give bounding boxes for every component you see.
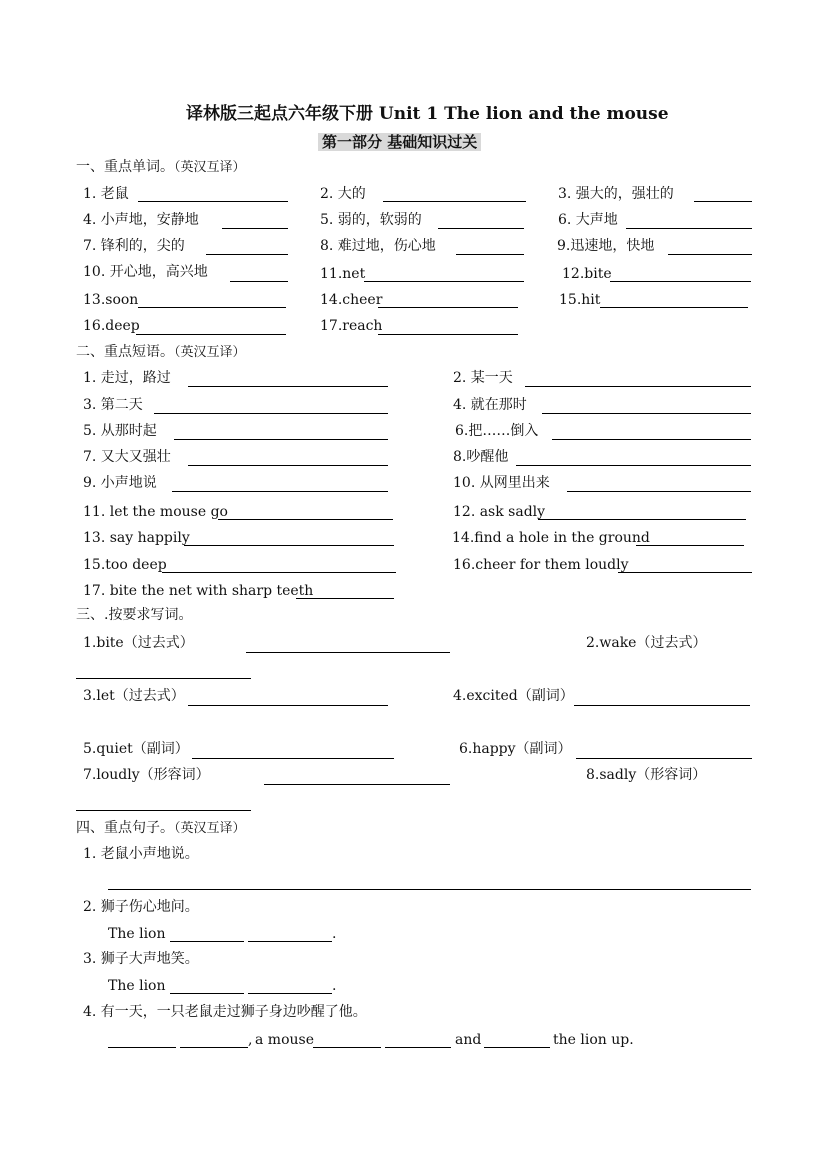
s4-item-2: 2. 狮子伤心地问。	[83, 899, 199, 915]
s4-answer-1[interactable]	[108, 889, 751, 890]
s2-answer-4[interactable]	[542, 413, 751, 414]
section2-heading	[76, 344, 246, 361]
s2-answer-11[interactable]	[218, 519, 393, 520]
s4-answer-2a[interactable]	[170, 941, 244, 942]
s1-answer-1[interactable]	[138, 201, 288, 202]
s1-answer-12[interactable]	[610, 281, 751, 282]
section1-heading	[76, 159, 246, 176]
s1-item-13: 13.soon	[83, 292, 139, 308]
s3-item-2: 2.wake（过去式）	[586, 635, 707, 651]
s2-answer-1[interactable]	[188, 386, 388, 387]
s4-a-mouse: a mouse	[255, 1032, 314, 1048]
s3-item-4: 4.excited（副词）	[453, 688, 574, 704]
section1-heading-text: 一、重点单词。	[76, 159, 174, 175]
s1-answer-5[interactable]	[438, 228, 524, 229]
s3-answer-6[interactable]	[576, 758, 752, 759]
s3-answer-2[interactable]	[76, 678, 251, 679]
s4-answer-4b[interactable]	[180, 1047, 248, 1048]
s4-and: and	[455, 1032, 482, 1048]
s2-item-2: 2. 某一天	[453, 370, 513, 386]
s1-answer-10[interactable]	[230, 281, 288, 282]
s1-answer-3[interactable]	[694, 201, 752, 202]
s2-answer-7[interactable]	[188, 465, 388, 466]
s2-answer-14[interactable]	[636, 545, 744, 546]
s4-answer-3a[interactable]	[170, 993, 244, 994]
s2-item-3: 3. 第二天	[83, 397, 143, 413]
s1-answer-11[interactable]	[364, 281, 524, 282]
s1-item-4: 4. 小声地，安静地	[83, 212, 199, 228]
s2-item-12: 12. ask sadly	[453, 504, 546, 520]
s2-answer-15[interactable]	[162, 572, 396, 573]
s3-answer-4[interactable]	[574, 705, 750, 706]
s1-item-6: 6. 大声地	[558, 212, 618, 228]
s2-answer-5[interactable]	[174, 439, 388, 440]
section4-heading-text: 四、重点句子。	[76, 820, 174, 836]
s4-the-lion-up: the lion up.	[553, 1032, 634, 1048]
s1-item-11: 11.net	[320, 266, 366, 282]
s2-item-15: 15.too deep	[83, 557, 167, 573]
s1-item-1: 1. 老鼠	[83, 186, 129, 202]
s1-answer-17[interactable]	[378, 334, 518, 335]
s3-answer-3[interactable]	[188, 705, 388, 706]
section1-note: （英汉互译）	[174, 160, 246, 175]
section2-heading-text: 二、重点短语。	[76, 344, 174, 360]
page-title: 译林版三起点六年级下册 Unit 1 The lion and the mouse	[186, 104, 669, 124]
s1-item-5: 5. 弱的，软弱的	[320, 212, 422, 228]
s1-item-9: 9.迅速地，快地	[557, 238, 655, 254]
s1-item-3: 3. 强大的，强壮的	[558, 186, 674, 202]
s3-answer-1[interactable]	[246, 652, 450, 653]
s3-answer-7[interactable]	[264, 784, 450, 785]
s1-item-7: 7. 锋利的，尖的	[83, 238, 185, 254]
s1-answer-8[interactable]	[456, 254, 524, 255]
section4-heading	[76, 820, 246, 837]
s3-item-6: 6.happy（副词）	[459, 741, 572, 757]
s2-item-14: 14.find a hole in the ground	[452, 530, 650, 546]
s3-item-5: 5.quiet（副词）	[83, 741, 189, 757]
s1-item-8: 8. 难过地，伤心地	[320, 238, 436, 254]
s1-answer-9[interactable]	[668, 254, 752, 255]
s2-answer-8[interactable]	[516, 465, 751, 466]
s1-item-17: 17.reach	[320, 318, 383, 334]
s1-answer-15[interactable]	[600, 307, 748, 308]
s4-item-1: 1. 老鼠小声地说。	[83, 846, 199, 862]
s3-answer-5[interactable]	[192, 758, 394, 759]
s1-item-14: 14.cheer	[320, 292, 383, 308]
s2-item-6: 6.把……倒入	[455, 423, 539, 439]
s2-answer-3[interactable]	[154, 413, 388, 414]
s1-answer-4[interactable]	[222, 228, 288, 229]
s1-item-16: 16.deep	[83, 318, 140, 334]
s1-answer-14[interactable]	[378, 307, 518, 308]
s1-item-10: 10. 开心地，高兴地	[83, 264, 208, 280]
s4-answer-4c[interactable]	[313, 1047, 381, 1048]
s2-item-4: 4. 就在那时	[453, 397, 527, 413]
s4-answer-3b[interactable]	[248, 993, 332, 994]
s2-answer-12[interactable]	[538, 519, 746, 520]
s4-answer-4a[interactable]	[108, 1047, 176, 1048]
s2-answer-6[interactable]	[552, 439, 751, 440]
s4-dot-3: .	[332, 978, 337, 994]
s4-dot-2: .	[332, 926, 337, 942]
s1-item-2: 2. 大的	[320, 186, 366, 202]
page-subtitle: 第一部分 基础知识过关	[318, 133, 481, 151]
s1-item-15: 15.hit	[559, 292, 601, 308]
s3-answer-8[interactable]	[76, 810, 251, 811]
s2-item-9: 9. 小声地说	[83, 475, 157, 491]
s2-item-17: 17. bite the net with sharp teeth	[83, 583, 314, 599]
s2-item-11: 11. let the mouse go	[83, 504, 228, 520]
s1-answer-6[interactable]	[626, 228, 752, 229]
s4-item-3: 3. 狮子大声地笑。	[83, 951, 199, 967]
s4-prefix-2: The lion	[108, 926, 166, 942]
s3-item-7: 7.loudly（形容词）	[83, 767, 210, 783]
s4-answer-4e[interactable]	[484, 1047, 550, 1048]
s1-answer-16[interactable]	[136, 334, 286, 335]
s2-answer-13[interactable]	[184, 545, 394, 546]
s2-item-16: 16.cheer for them loudly	[453, 557, 629, 573]
s2-answer-17[interactable]	[296, 598, 394, 599]
s1-item-12: 12.bite	[562, 266, 612, 282]
s3-item-8: 8.sadly（形容词）	[586, 767, 707, 783]
s4-comma-4: ,	[248, 1032, 253, 1048]
s2-item-13: 13. say happily	[83, 530, 190, 546]
s4-item-4: 4. 有一天，一只老鼠走过狮子身边吵醒了他。	[83, 1004, 367, 1020]
s2-answer-9[interactable]	[172, 491, 388, 492]
section4-note: （英汉互译）	[174, 821, 246, 836]
s3-item-1: 1.bite（过去式）	[83, 635, 194, 651]
section2-note: （英汉互译）	[174, 345, 246, 360]
s1-answer-13[interactable]	[138, 307, 286, 308]
s3-item-3: 3.let（过去式）	[83, 688, 185, 704]
s1-answer-7[interactable]	[206, 254, 288, 255]
s2-item-8: 8.吵醒他	[453, 449, 509, 465]
s4-answer-4d[interactable]	[385, 1047, 451, 1048]
s2-answer-2[interactable]	[525, 386, 751, 387]
s4-answer-2b[interactable]	[248, 941, 332, 942]
s2-item-1: 1. 走过，路过	[83, 370, 171, 386]
section3-heading: 三、.按要求写词。	[76, 607, 193, 623]
s2-item-7: 7. 又大又强壮	[83, 449, 171, 465]
s4-prefix-3: The lion	[108, 978, 166, 994]
s1-answer-2[interactable]	[383, 201, 526, 202]
s2-item-10: 10. 从网里出来	[453, 475, 550, 491]
s2-item-5: 5. 从那时起	[83, 423, 157, 439]
s2-answer-10[interactable]	[567, 491, 751, 492]
s2-answer-16[interactable]	[618, 572, 752, 573]
